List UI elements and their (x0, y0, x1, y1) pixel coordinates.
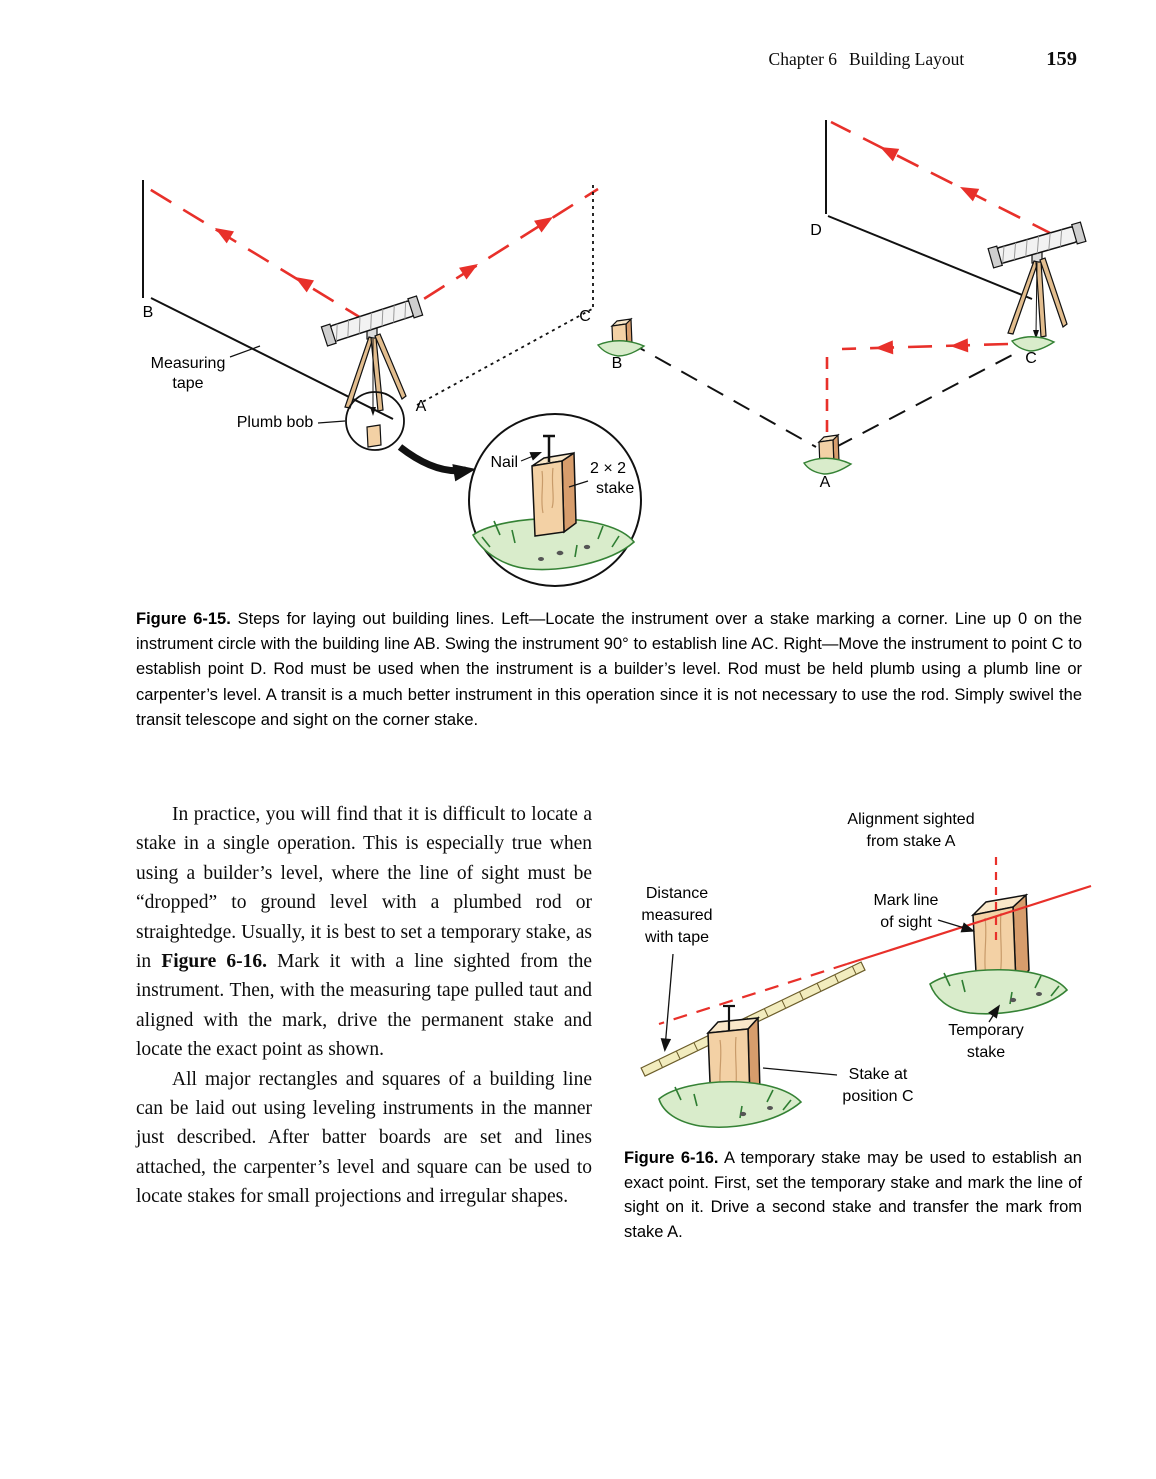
figure-6-15-svg (0, 95, 1156, 607)
figure-6-16-caption-label: Figure 6-16. (624, 1149, 719, 1167)
right-layout-diagram (598, 120, 1086, 491)
label-stake-size-2: stake (596, 480, 635, 497)
para1-text-a: In practice, you will find that it is difficult to locate a stake in a single operation. This is especially true when using a builder’s level, where the line of sight must be “dropped” to ground level with a plumbed rod or straightedge. Usually, it is best to set a temporary stake, as in (136, 804, 592, 973)
label-point-b-right: B (611, 355, 623, 372)
label-nail: Nail (490, 454, 518, 471)
stake-detail-inset (469, 414, 641, 586)
para1-text-b: Mark it with a line sighted from the instrument. Then, with the measuring tape pulled taut and aligned with the mark, drive the permanent stake and locate the exact point as shown. (136, 951, 592, 1061)
label-point-a-left: A (415, 398, 427, 415)
corner-stake-a-left (367, 425, 381, 447)
label-distance-2: measured (641, 907, 713, 924)
pebble (557, 551, 564, 555)
figure-6-16-svg (615, 800, 1156, 1142)
body-paragraph-2: All major rectangles and squares of a building line can be laid out using leveling instruments in the manner just described. After batter boards are set and lines attached, the carpenter’s level and square can be used to locate stakes for small projections and irregular shapes. (136, 1068, 592, 1208)
sight-line-toward-b (146, 187, 366, 321)
label-alignment-1: Alignment sighted (847, 811, 975, 828)
label-temporary-1: Temporary (948, 1022, 1024, 1039)
dotted-line-ac (417, 309, 592, 405)
label-measuring-tape-1: Measuring (150, 355, 226, 372)
pebble (767, 1106, 773, 1110)
label-measuring-tape-2: tape (172, 375, 204, 392)
figure-6-15-diagram (0, 95, 1156, 607)
label-point-b-left: B (142, 304, 154, 321)
pebble (740, 1112, 746, 1116)
pebble (538, 557, 544, 561)
dashed-line-ac (836, 353, 1016, 447)
measuring-tape-pointer (230, 346, 260, 357)
plumb-line-right (1036, 263, 1037, 333)
figure-6-16-caption-text: A temporary stake may be used to establish an exact point. First, set the temporary stake and mark the line of sight on it. Drive a second stake and transfer the mark from stake A. (624, 1149, 1082, 1241)
stake-c-pointer (763, 1068, 837, 1075)
grass-at-b (598, 341, 644, 356)
sight-line-c-to-a (842, 344, 1008, 349)
pebble (1010, 998, 1016, 1002)
figure-6-16-diagram (615, 800, 1156, 1142)
pebble (584, 545, 590, 549)
running-head-chapter: Chapter 6 (768, 49, 838, 69)
tripod-legs-right (1008, 258, 1067, 337)
left-layout-diagram (143, 180, 641, 586)
label-point-d: D (810, 222, 822, 239)
plumb-bob-shape (370, 407, 376, 416)
running-head-title: Building Layout (849, 49, 965, 69)
label-stake-c-1: Stake at (848, 1066, 908, 1083)
distance-arrowhead (659, 1038, 671, 1052)
body-paragraph-1 (136, 800, 592, 1065)
label-stake-size-1: 2 × 2 (590, 460, 627, 477)
sight-line-toward-c (392, 189, 598, 319)
plumb-bob-pointer (318, 421, 345, 423)
label-point-c-right: C (1025, 350, 1037, 367)
grass-at-a (804, 458, 851, 474)
figure-6-15-caption-label: Figure 6-15. (136, 610, 231, 628)
pebble (1036, 992, 1042, 996)
grass-mound-stake-c (659, 1082, 801, 1127)
distance-pointer-arrow (665, 954, 673, 1048)
sight-line-toward-d (831, 122, 1054, 235)
label-distance-3: with tape (644, 929, 710, 946)
figure-6-16-caption (624, 1146, 1082, 1244)
label-plumb-bob: Plumb bob (236, 414, 314, 431)
label-alignment-2: from stake A (866, 833, 956, 850)
transit-instrument-right (988, 222, 1086, 339)
para1-figure-reference: Figure 6-16. (161, 951, 268, 973)
label-stake-c-2: position C (842, 1088, 914, 1105)
grass-at-c (1012, 337, 1054, 351)
label-point-a-right: A (819, 474, 831, 491)
page-number: 159 (1046, 48, 1077, 70)
stake-2x2 (532, 453, 576, 536)
transit-instrument-left (321, 296, 422, 416)
figure-6-15-caption-text: Steps for laying out building lines. Left—Locate the instrument over a stake marking a corner. Line up 0 on the instrument circle with the building line AB. Swing the instrument 90° to establish line AC. Right—Move the instrument to point C to establish point D. Rod must be used when the instrument is a builder’s level. Rod must be held plumb using a plumb line or carpenter’s level. A transit is a much better instrument in this operation since it is not necessary to use the rod. Simply swivel the transit telescope and sight on the corner stake. (136, 610, 1082, 729)
dashed-line-ba (629, 342, 816, 447)
label-mark-1: Mark line (873, 892, 939, 909)
label-mark-2: of sight (880, 914, 932, 931)
running-head (769, 48, 1077, 71)
figure-6-15-caption (136, 607, 1082, 733)
label-temporary-2: stake (966, 1044, 1006, 1061)
label-point-c-left: C (579, 308, 591, 325)
body-text-column (136, 800, 592, 1212)
label-distance-1: Distance (645, 885, 709, 902)
